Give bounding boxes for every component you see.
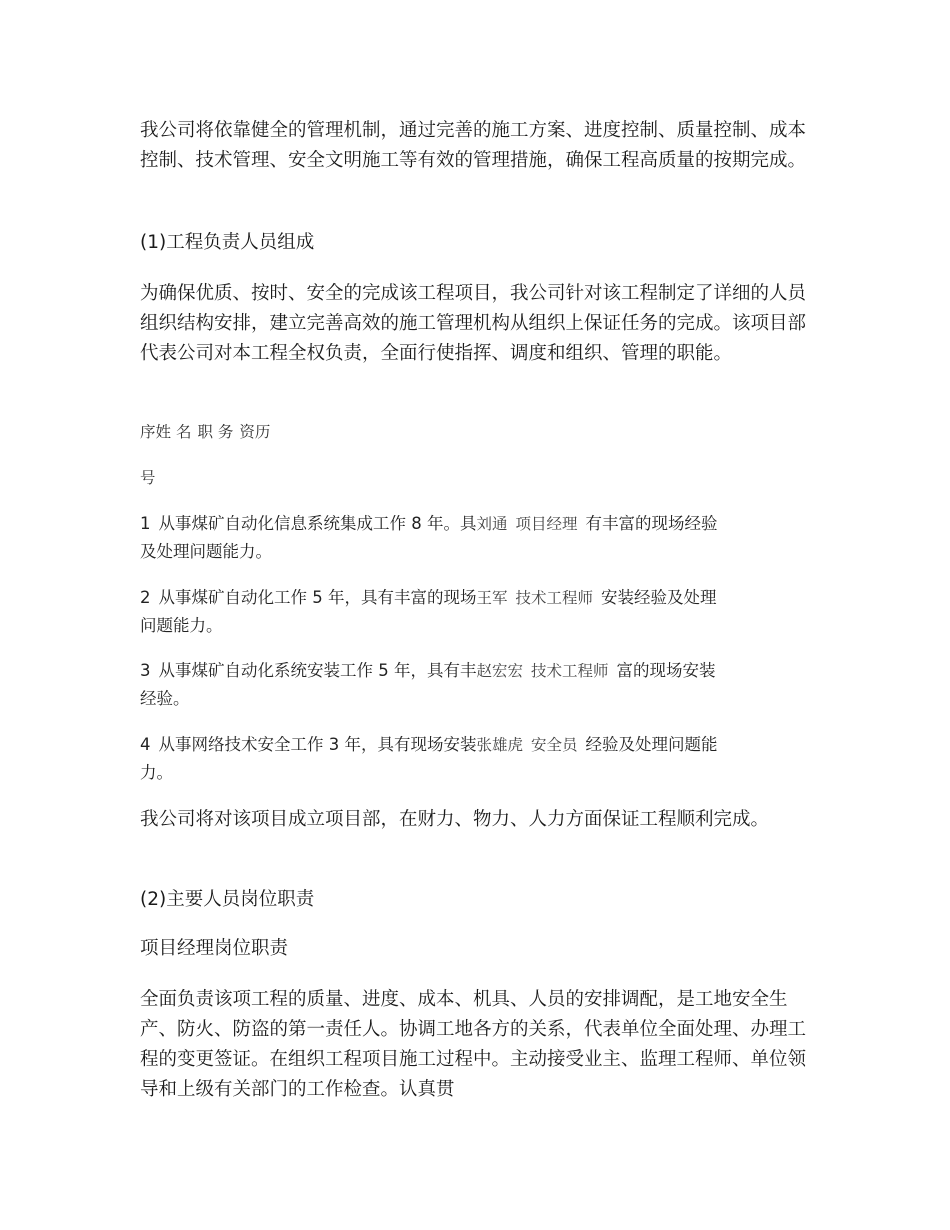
table-row (140, 657, 820, 713)
row-name: 张雄虎 (476, 736, 524, 754)
section1-paragraph: 为确保优质、按时、安全的完成该工程项目，我公司针对该工程制定了详细的人员组织结构安排，建立完善高效的施工管理机构从组织上保证任务的完成。该项目部代表公司对本工程全权负责，全面行使指挥、调度和组织、管理的职能。 (140, 283, 807, 364)
row-seq: 2 (140, 588, 151, 607)
row-experience-part3: 及处理问题能力。 (140, 542, 272, 561)
row-position: 技术工程师 (515, 589, 594, 607)
row-position: 安全员 (531, 736, 578, 754)
row-experience-part2: 有丰富的现场经验 (585, 514, 718, 533)
table-row (140, 510, 820, 566)
row-seq: 3 (140, 661, 151, 680)
row-name: 王军 (476, 589, 508, 607)
row-experience-part1: 从事煤矿自动化系统安装工作 5 年，具有丰 (158, 661, 477, 680)
header-seq-part1: 序 (140, 423, 156, 441)
row-experience-part2: 经验及处理问题能 (585, 735, 718, 754)
pm-paragraph: 全面负责该项工程的质量、进度、成本、机具、人员的安排调配，是工地安全生产、防火、防盗的第一责任人。协调工地各方的关系，代表单位全面处理、办理工程的变更签证。在组织工程项目施工过程中。主动接受业主、监理工程师、单位领导和上级有关部门的工作检查。认真贯 (140, 989, 807, 1100)
row-position: 项目经理 (515, 515, 578, 533)
row-experience-part3: 问题能力。 (140, 616, 223, 635)
table-header-line2 (140, 464, 820, 492)
row-name: 赵宏宏 (476, 662, 524, 680)
header-experience: 资历 (239, 423, 271, 441)
row-seq: 1 (140, 514, 151, 533)
row-experience-part3: 经验。 (140, 689, 190, 708)
table-header (140, 418, 820, 446)
row-name: 刘通 (476, 515, 508, 533)
guarantee-paragraph: 我公司将对该项目成立项目部，在财力、物力、人力方面保证工程顺利完成。 (140, 809, 770, 830)
row-seq: 4 (140, 735, 151, 754)
section2-heading: (2)主要人员岗位职责 (140, 889, 315, 910)
row-experience-part1: 从事网络技术安全工作 3 年，具有现场安装 (158, 735, 477, 754)
row-experience-part3: 力。 (140, 763, 173, 782)
pm-heading: 项目经理岗位职责 (140, 938, 289, 959)
header-seq-part2: 号 (140, 469, 156, 487)
row-experience-part1: 从事煤矿自动化工作 5 年，具有丰富的现场 (158, 588, 477, 607)
table-row (140, 584, 820, 640)
row-experience-part1: 从事煤矿自动化信息系统集成工作 8 年。具 (158, 514, 477, 533)
row-position: 技术工程师 (531, 662, 609, 680)
table-row (140, 731, 820, 787)
row-experience-part2: 安装经验及处理 (601, 588, 717, 607)
header-position: 职 务 (197, 423, 234, 441)
section1-heading: (1)工程负责人员组成 (140, 232, 315, 253)
header-name: 姓 名 (155, 423, 192, 441)
intro-paragraph: 我公司将依靠健全的管理机制，通过完善的施工方案、进度控制、质量控制、成本控制、技术管理、安全文明施工等有效的管理措施，确保工程高质量的按期完成。 (140, 120, 807, 171)
row-experience-part2: 富的现场安装 (616, 661, 716, 680)
